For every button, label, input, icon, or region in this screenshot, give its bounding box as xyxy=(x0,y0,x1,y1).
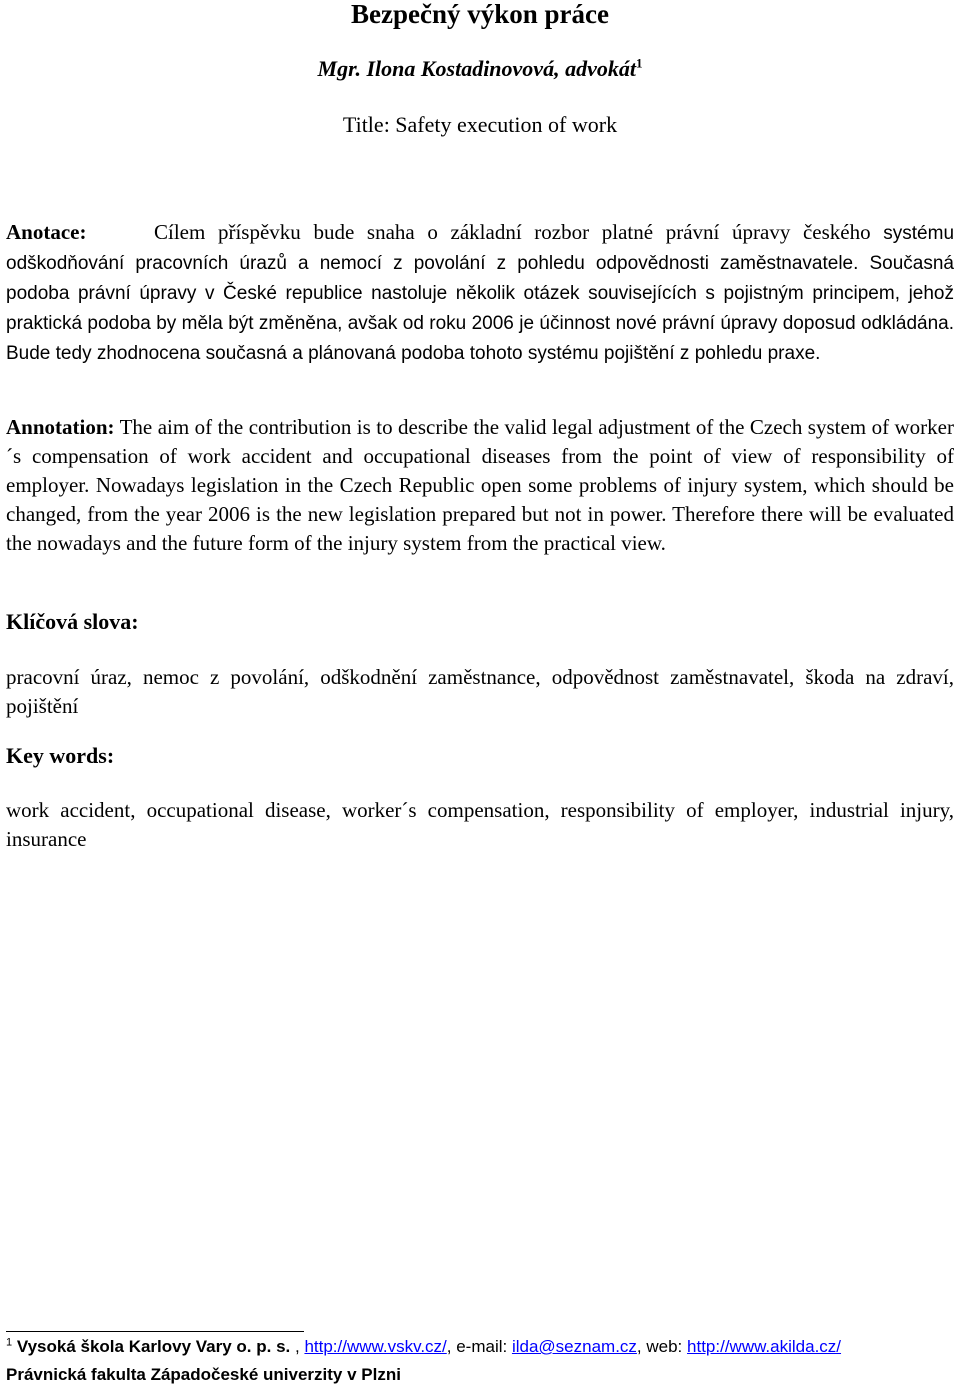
author-name: Mgr. Ilona Kostadinovová, advokát xyxy=(317,56,636,81)
keywords-cz-heading: Klíčová slova: xyxy=(6,609,139,634)
english-title: Title: Safety execution of work xyxy=(342,112,618,137)
anotace-lead: Cílem příspěvku bude snaha o základní rozbor platné právní úpravy českého xyxy=(154,220,871,244)
annotation-paragraph xyxy=(6,413,954,558)
author-line xyxy=(0,54,960,84)
annotation-label: Annotation: xyxy=(6,415,115,439)
anotace-text: systému odškodňování pracovních úrazů a nemocí z povolání z pohledu odpovědnosti zaměstnavatele. Současná podoba právní úpravy v České republice nastoluje několik otázek souvisejících s pojistným principem, jehož praktická podoba by měla být změněna, avšak od roku 2006 je účinnost nové právní úpravy doposud odkládána. Bude tedy zhodnocena současná a plánovaná podoba tohoto systému pojištění z pohledu praxe. xyxy=(6,223,955,364)
footnote-line-2: Právnická fakulta Západočeské univerzity v Plzni xyxy=(6,1365,401,1384)
footnote-institution: Vysoká škola Karlovy Vary o. p. s. xyxy=(16,1337,291,1356)
anotace-paragraph xyxy=(6,218,954,368)
footnote-line-1 xyxy=(6,1333,956,1361)
footnote-web-label: , web: xyxy=(636,1337,688,1356)
footnote xyxy=(6,1333,956,1389)
footnote-link-vskv[interactable]: http://www.vskv.cz/ xyxy=(304,1337,447,1356)
anotace-label: Anotace: xyxy=(6,220,87,244)
document-title: Bezpečný výkon práce xyxy=(351,0,609,29)
footnote-email-label: , e-mail: xyxy=(446,1337,512,1356)
footnote-reference[interactable]: 1 xyxy=(635,55,643,71)
annotation-text: The aim of the contribution is to describe the valid legal adjustment of the Czech system of worker´s compensation of work accident and occupational diseases from the point of view of responsibility of employer. Nowadays legislation in the Czech Republic open some problems of injury system, which should be changed, from the year 2006 is the new legislation prepared but not in power. Therefore there will be evaluated the nowadays and the future form of the injury system from the practical view. xyxy=(6,415,954,555)
keywords-en-heading: Key words: xyxy=(6,743,115,768)
footnote-separator: , xyxy=(290,1337,305,1356)
footnote-email-link[interactable]: ilda@seznam.cz xyxy=(511,1337,637,1356)
footnote-link-akilda[interactable]: http://www.akilda.cz/ xyxy=(687,1337,842,1356)
footnote-number: 1 xyxy=(6,1336,13,1349)
keywords-en-text: work accident, occupational disease, worker´s compensation, responsibility of employer, industrial injury, insurance xyxy=(6,798,954,851)
keywords-cz-text: pracovní úraz, nemoc z povolání, odškodnění zaměstnance, odpovědnost zaměstnavatel, škoda na zdraví, pojištění xyxy=(6,665,954,718)
footnote-divider xyxy=(6,1331,304,1332)
